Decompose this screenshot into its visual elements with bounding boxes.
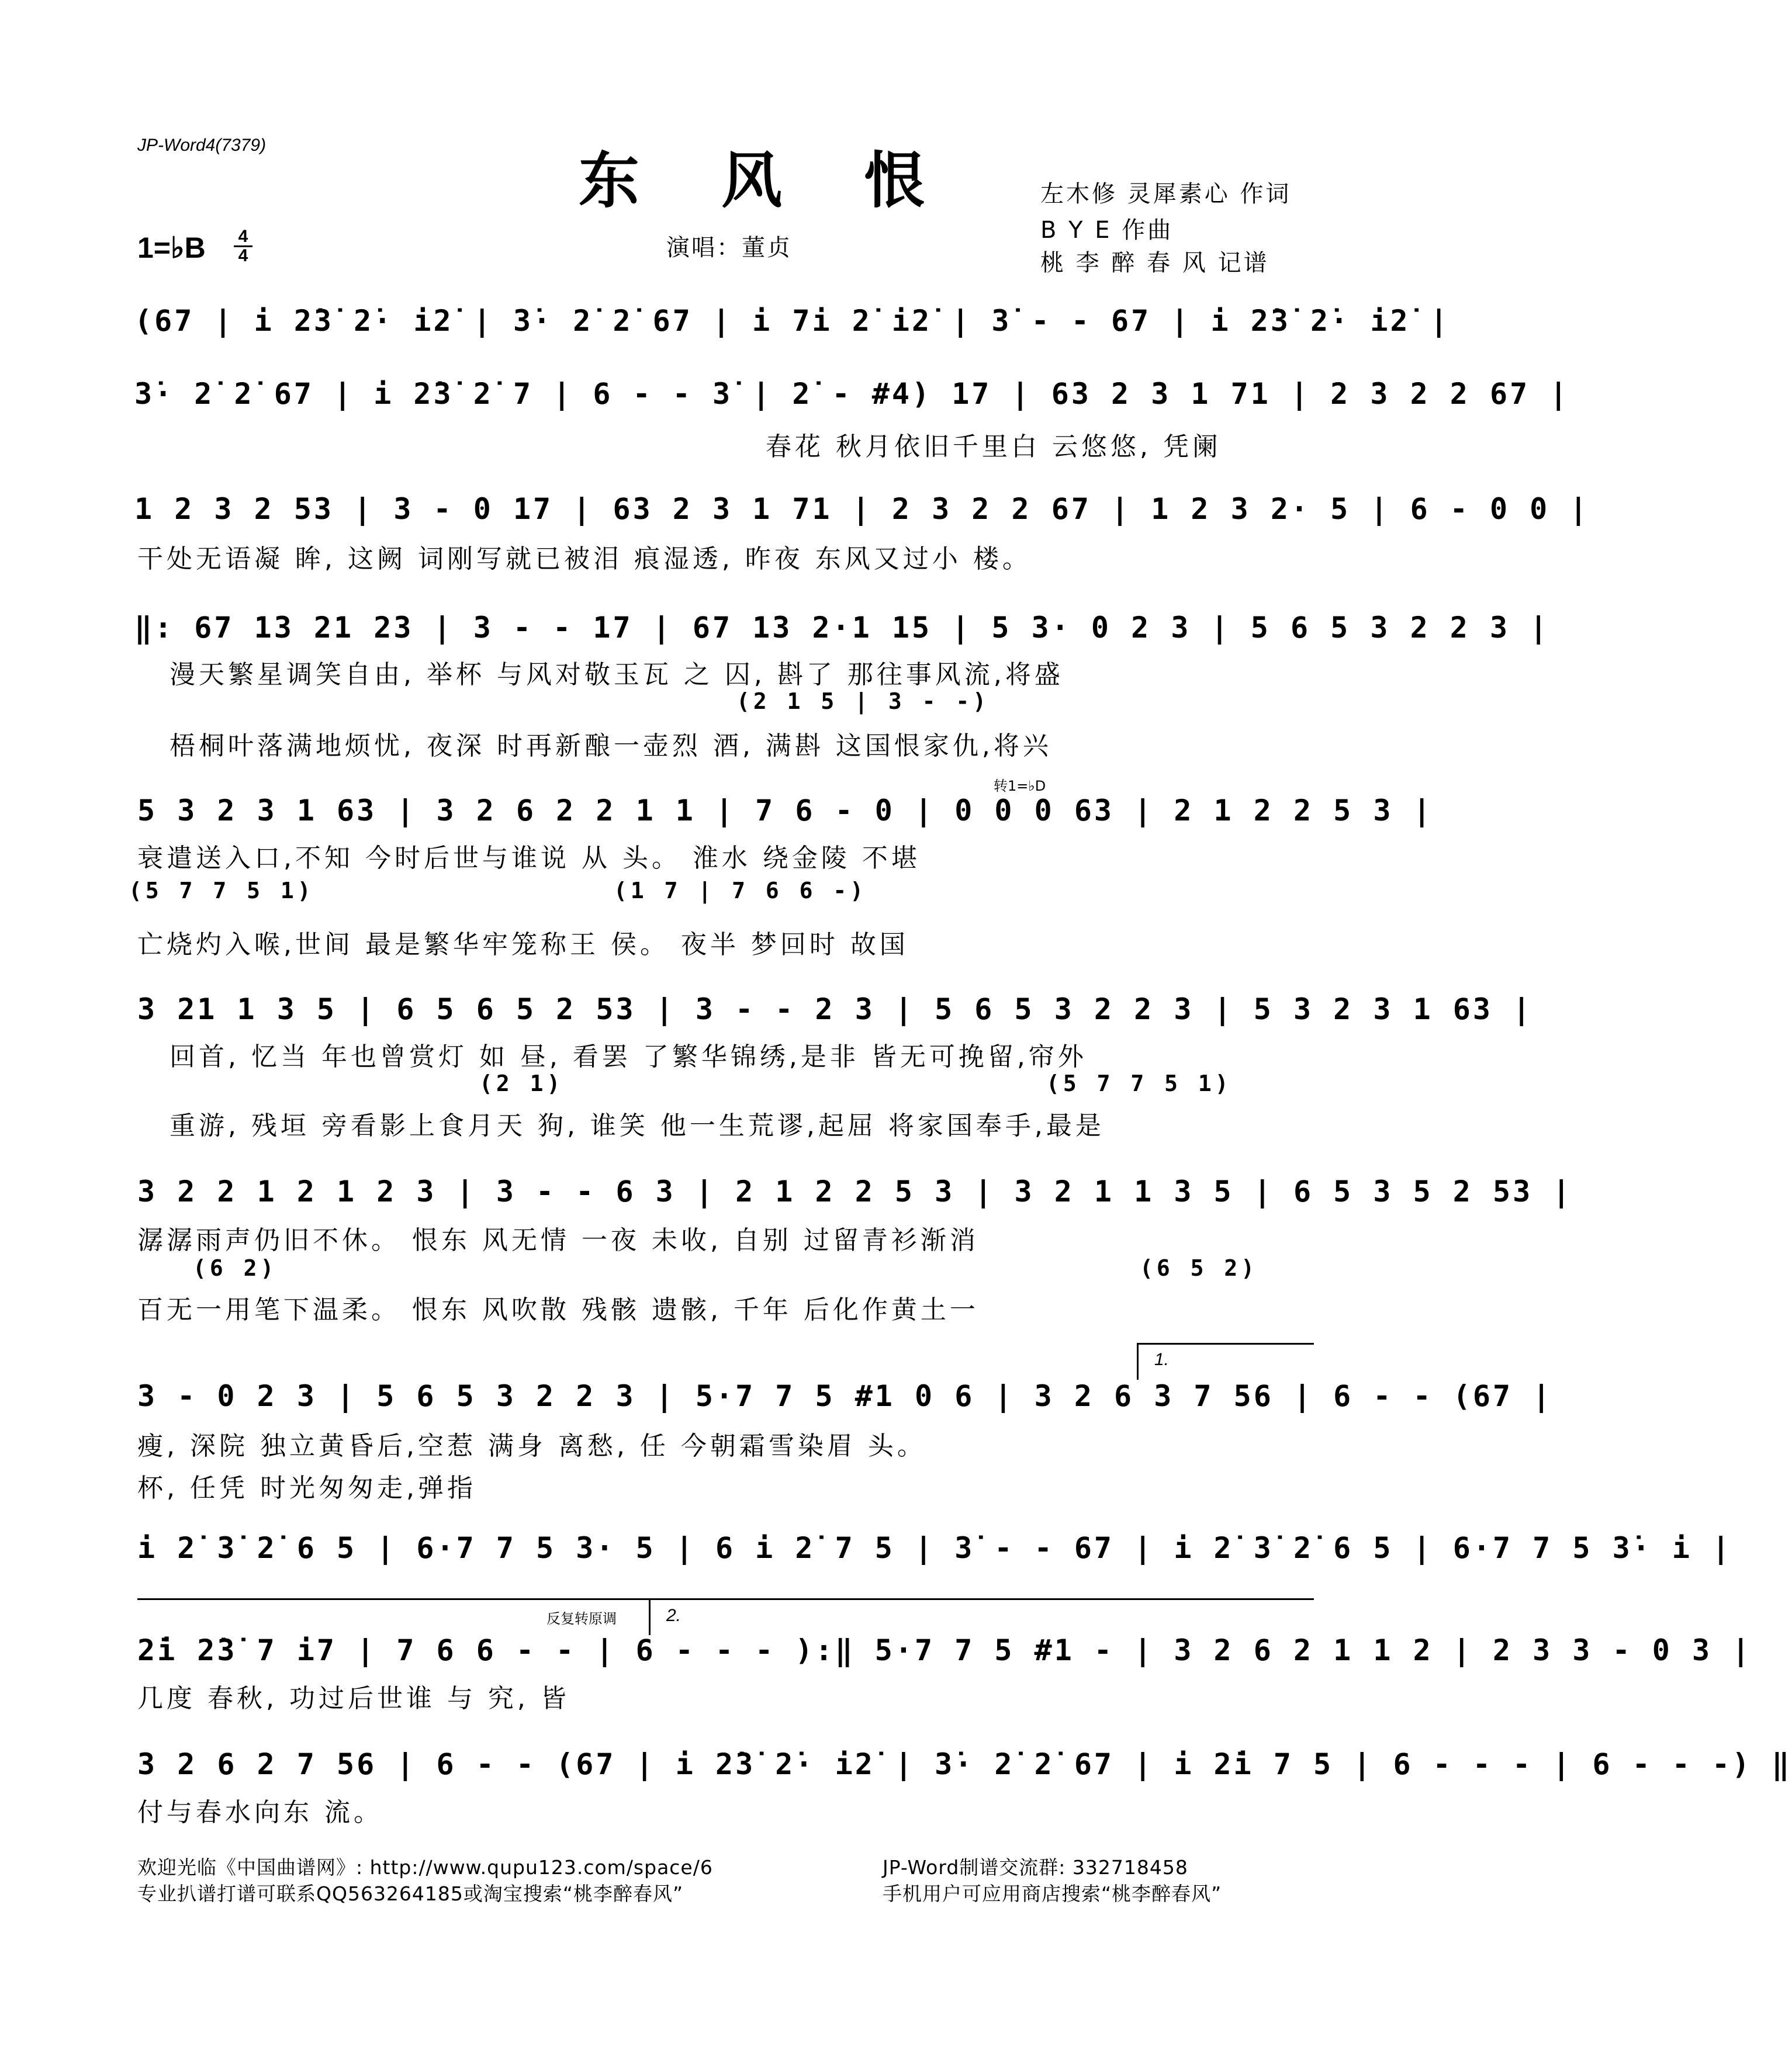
volta-2-bracket xyxy=(649,1598,1314,1635)
system-9-notes: i 2̇ 3̇ 2̇ 6 5 | 6·7 7 5 3· 5 | 6 i 2̇ 7 5 | 3̇ - - 67 | i 2̇ 3̇ 2̇ 6 5 | 6·7 7 5 3̇· i | xyxy=(137,1531,1732,1565)
system-6-notes: 3 21 1 3 5 | 6 5 6 5 2 53 | 3 - - 2 3 | 5 6 5 3 2 2 3 | 5 3 2 3 1 63 | xyxy=(137,992,1533,1026)
system-6-lyric-1: 回首, 忆当 年也曾赏灯 如 昼, 看罢 了繁华锦绣,是非 皆无可挽留,帘外 xyxy=(169,1042,1087,1072)
system-4-notes: ‖: 67 13 21 23 | 3 - - 17 | 67 13 2·1 15 | 5 3· 0 2 3 | 5 6 5 3 2 2 3 | xyxy=(134,611,1550,645)
credit-composer: B Y E 作曲 xyxy=(1040,217,1174,244)
system-7-alt-2: (6 5 2) xyxy=(1140,1255,1258,1281)
system-4-alt-1: (2 1 5 | 3 - -) xyxy=(736,688,990,714)
page-title: 东 风 恨 xyxy=(579,144,956,216)
software-label: JP-Word4(7379) xyxy=(137,136,267,155)
volta-1-label: 1. xyxy=(1154,1350,1170,1369)
key-signature: 1=♭B xyxy=(137,231,206,264)
footer-left-line-1: 欢迎光临《中国曲谱网》: http://www.qupu123.com/space/6 xyxy=(137,1856,713,1879)
system-5-lyric-2: 亡烧灼入喉,世间 最是繁华牢笼称王 侯。 夜半 梦回时 故国 xyxy=(137,930,909,960)
system-6-alt-1: (2 1) xyxy=(479,1071,564,1096)
system-6-alt-2: (5 7 7 5 1) xyxy=(1046,1071,1232,1096)
singer-label: 演唱：董贞 xyxy=(666,234,792,261)
system-3-notes: 1 2 3 2 53 | 3 - 0 17 | 63 2 3 1 71 | 2 3 2 2 67 | 1 2 3 2· 5 | 6 - 0 0 | xyxy=(134,492,1590,526)
system-2-notes: 3̇· 2̇ 2̇ 67 | i 2̇3̇ 2̇ 7 | 6 - - 3̇ | 2̇ - #4) 17 | 63 2 3 1 71 | 2 3 2 2 67 | xyxy=(134,377,1570,411)
system-5-notes: 5 3 2 3 1 63 | 3 2 6 2 2 1 1 | 7 6 - 0 | 0 0 0 63 | 2 1 2 2 5 3 | xyxy=(137,794,1433,827)
system-7-alt-1: (6 2) xyxy=(193,1255,278,1281)
time-signature xyxy=(234,228,252,265)
system-5-alt-2: (1 7 | 7 6 6 -) xyxy=(614,878,867,903)
system-5-alt-1: (5 7 7 5 1) xyxy=(129,878,314,903)
system-3-lyric-1: 干处无语凝 眸, 这阙 词刚写就已被泪 痕湿透, 昨夜 东风又过小 楼。 xyxy=(137,544,1032,574)
system-11-lyric-1: 付与春水向东 流。 xyxy=(137,1798,383,1827)
system-7-notes: 3 2 2 1 2 1 2 3 | 3 - - 6 3 | 2 1 2 2 5 3 | 3 2 1 1 3 5 | 6 5 3 5 2 53 | xyxy=(137,1175,1573,1208)
volta-2-label: 2. xyxy=(666,1606,681,1625)
system-2-lyric-1: 春花 秋月依旧千里白 云悠悠, 凭阑 xyxy=(766,432,1222,462)
modulation-label: 转1=♭D xyxy=(994,778,1046,794)
system-10-notes: 2̇i 2̇3̇ 7 i7 | 7 6 6 - - | 6 - - - ):‖ 5·7 7 5 #1 - | 3 2 6 2 1 1 2 | 2 3 3 - 0 3 | xyxy=(137,1633,1752,1667)
system-4-lyric-2: 梧桐叶落满地烦忧, 夜深 时再新酿一壶烈 酒, 满斟 这国恨家仇,将兴 xyxy=(169,731,1052,761)
credit-lyricist: 左木修 灵犀素心 作词 xyxy=(1040,181,1292,207)
footer-left-line-2: 专业扒谱打谱可联系QQ563264185或淘宝搜索“桃李醉春风” xyxy=(137,1882,684,1905)
system-6-lyric-2: 重游, 残垣 旁看影上食月天 狗, 谁笑 他一生荒谬,起屈 将家国奉手,最是 xyxy=(169,1111,1105,1141)
system-7-lyric-2: 百无一用笔下温柔。 恨东 风吹散 残骸 遗骸, 千年 后化作黄土一 xyxy=(137,1295,979,1325)
meter-bottom: 4 xyxy=(234,245,252,265)
system-8-lyric-1: 瘦, 深院 独立黄昏后,空惹 满身 离愁, 任 今朝霜雪染眉 头。 xyxy=(137,1431,926,1461)
system-8-lyric-2: 杯, 任凭 时光匆匆走,弹指 xyxy=(137,1473,476,1503)
meter-top: 4 xyxy=(238,227,248,246)
system-8-notes: 3 - 0 2 3 | 5 6 5 3 2 2 3 | 5·7 7 5 #1 0 6 | 3 2 6 3 7 56 | 6 - - (67 | xyxy=(137,1379,1553,1413)
system-7-lyric-1: 潺潺雨声仍旧不休。 恨东 风无情 一夜 未收, 自别 过留青衫渐消 xyxy=(137,1225,979,1255)
footer-right-line-1: JP-Word制谱交流群: 332718458 xyxy=(883,1856,1188,1879)
repeat-modulation-note: 反复转原调 xyxy=(546,1611,617,1627)
footer-right-line-2: 手机用户可应用商店搜索“桃李醉春风” xyxy=(883,1882,1222,1905)
system-10-lyric-1: 几度 春秋, 功过后世谁 与 究, 皆 xyxy=(137,1684,570,1713)
system-4-lyric-1: 漫天繁星调笑自由, 举杯 与风对敬玉瓦 之 囚, 斟了 那往事风流,将盛 xyxy=(169,660,1064,690)
system-5-lyric-1: 衰遣送入口,不知 今时后世与谁说 从 头。 淮水 绕金陵 不堪 xyxy=(137,843,921,873)
credit-transcriber: 桃 李 醉 春 风 记谱 xyxy=(1040,250,1269,276)
system-1-notes: (67 | i 2̇3̇ 2̇· i2̇ | 3̇· 2̇ 2̇ 67 | i 7i 2̇ i2̇ | 3̇ - - 67 | i 2̇3̇ 2̇· i2̇ | xyxy=(134,304,1450,338)
system-11-notes: 3 2 6 2 7 56 | 6 - - (67 | i 2̇3̇ 2̇· i2̇ | 3̇· 2̇ 2̇ 67 | i 2̇i 7 5 | 6 - - - | 6 - - -) ‖ xyxy=(137,1747,1792,1781)
